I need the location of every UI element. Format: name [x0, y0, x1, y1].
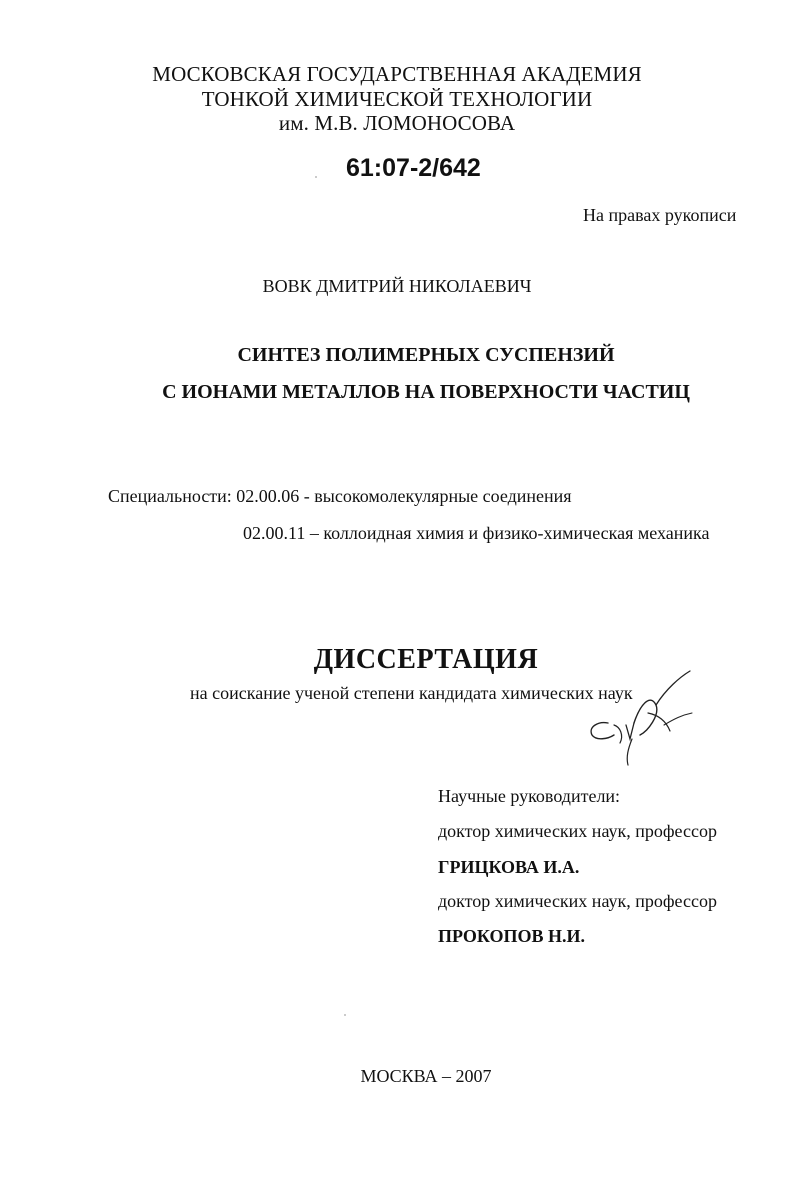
supervisor-2-name: ПРОКОПОВ Н.И. — [438, 926, 586, 946]
handwritten-signature — [570, 665, 700, 770]
catalog-stamp: 61:07-2/642 — [346, 154, 481, 182]
institution-line-3: им. М.В. ЛОМОНОСОВА — [278, 111, 516, 135]
city-year: МОСКВА – 2007 — [360, 1066, 492, 1086]
degree-line: на соискание ученой степени кандидата химических наук — [190, 683, 633, 703]
scan-speck — [315, 176, 317, 178]
author-name: ВОВК ДМИТРИЙ НИКОЛАЕВИЧ — [262, 276, 532, 296]
dissertation-title-line-2: С ИОНАМИ МЕТАЛЛОВ НА ПОВЕРХНОСТИ ЧАСТИЦ — [162, 381, 690, 403]
specialty-line-1: Специальности: 02.00.06 - высокомолекулярные соединения — [108, 486, 572, 506]
rights-note: На правах рукописи — [583, 205, 737, 225]
dissertation-title-line-1: СИНТЕЗ ПОЛИМЕРНЫХ СУСПЕНЗИЙ — [237, 344, 615, 366]
specialty-line-2: 02.00.11 – коллоидная химия и физико-химическая механика — [243, 523, 710, 543]
institution-line-2: ТОНКОЙ ХИМИЧЕСКОЙ ТЕХНОЛОГИИ — [201, 87, 593, 111]
scan-speck — [344, 1014, 346, 1016]
supervisor-2-title: доктор химических наук, профессор — [438, 891, 717, 911]
supervisors-heading: Научные руководители: — [438, 786, 621, 806]
supervisor-1-name: ГРИЦКОВА И.А. — [438, 857, 580, 877]
supervisor-1-title: доктор химических наук, профессор — [438, 821, 717, 841]
document-type-heading: ДИССЕРТАЦИЯ — [313, 644, 539, 675]
institution-line-1: МОСКОВСКАЯ ГОСУДАРСТВЕННАЯ АКАДЕМИЯ — [152, 62, 642, 86]
